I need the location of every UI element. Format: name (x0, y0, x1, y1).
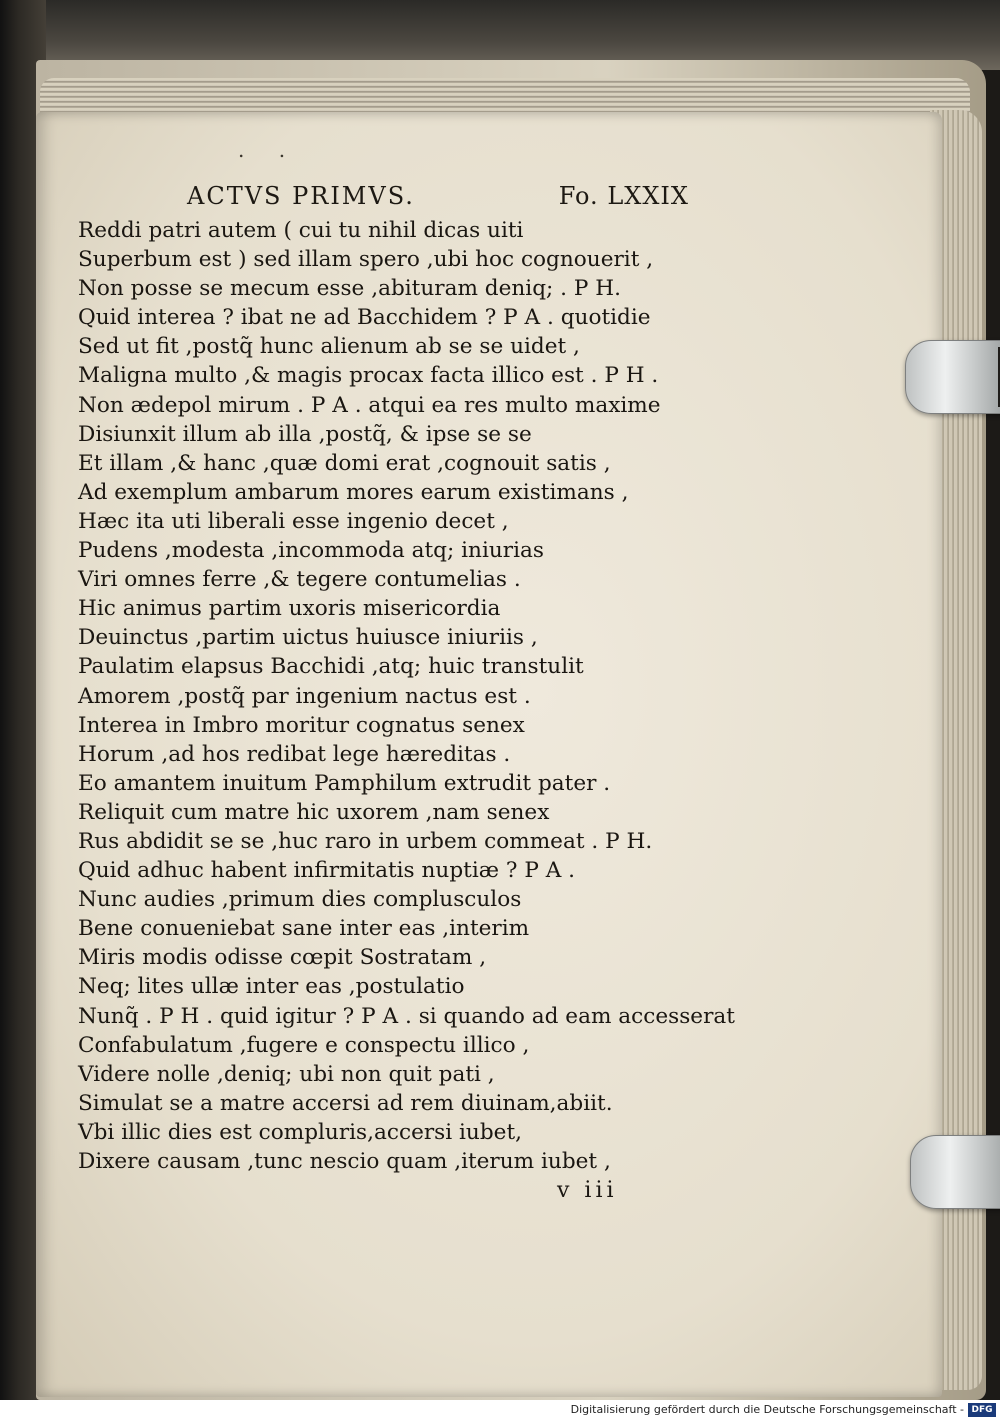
signature-mark: v iii (557, 1178, 618, 1203)
page-clip-top (905, 340, 1000, 414)
dfg-logo: DFG (968, 1403, 996, 1417)
text-line: Amorem ,postq̃ par ingenium nactus est . (78, 683, 531, 709)
text-line: Confabulatum ,fugere e conspectu illico , (78, 1032, 530, 1058)
text-line: Reddi patri autem ( cui tu nihil dicas uiti (78, 218, 524, 243)
folio-number: Fo. LXXIX (558, 182, 689, 210)
text-line: Interea in Imbro moritur cognatus senex (78, 712, 525, 738)
text-line: Non ædepol mirum . P A . atqui ea res multo maxime (78, 392, 661, 418)
funding-credit: Digitalisierung gefördert durch die Deutsche Forschungsgemeinschaft - (570, 1403, 964, 1416)
text-line: Nunq̃ . P H . quid igitur ? P A . si quando ad eam accesserat (78, 1003, 735, 1029)
footer-bar (0, 1400, 1000, 1421)
text-line: Paulatim elapsus Bacchidi ,atq; huic transtulit (78, 654, 584, 680)
text-line: Rus abdidit se se ,huc raro in urbem commeat . P H. (78, 828, 653, 854)
text-line: Et illam ,& hanc ,quæ domi erat ,cognouit satis , (78, 450, 611, 476)
text-line: Pudens ,modesta ,incommoda atq; iniurias (78, 538, 544, 564)
text-line: Hic animus partim uxoris misericordia (78, 596, 501, 622)
page-clip-bottom (910, 1135, 1000, 1209)
text-line: Quid interea ? ibat ne ad Bacchidem ? P A . quotidie (78, 305, 651, 331)
text-line: Videre nolle ,deniq; ubi non quit pati , (78, 1061, 495, 1087)
text-line: Neq; lites ullæ inter eas ,postulatio (78, 974, 465, 1000)
text-line: Non posse se mecum esse ,abituram deniq; . P H. (78, 276, 621, 302)
text-line: Dixere causam ,tunc nescio quam ,iterum iubet , (78, 1149, 611, 1174)
text-line: Reliquit cum matre hic uxorem ,nam senex (78, 799, 550, 825)
text-line: Maligna multo ,& magis procax facta illico est . P H . (78, 363, 659, 389)
text-line: Quid adhuc habent infirmitatis nuptiæ ? P A . (78, 858, 576, 884)
ornament-dots: . . (238, 138, 300, 162)
text-block (78, 216, 735, 1176)
text-line: Miris modis odisse cœpit Sostratam , (78, 945, 487, 971)
text-line: Hæc ita uti liberali esse ingenio decet , (78, 508, 509, 534)
text-line: Eo amantem inuitum Pamphilum extrudit pater . (78, 770, 611, 796)
text-line: Viri omnes ferre ,& tegere contumelias . (78, 567, 521, 593)
text-line: Deuinctus ,partim uictus huiusce iniuriis , (78, 625, 538, 651)
text-line: Ad exemplum ambarum mores earum existimans , (78, 479, 629, 505)
text-line: Sed ut fit ,postq̃ hunc alienum ab se se uidet , (78, 334, 580, 360)
text-line: Superbum est ) sed illam spero ,ubi hoc cognouerit , (78, 247, 654, 273)
text-line: Disiunxit illum ab illa ,postq̃, & ipse se se (78, 421, 532, 447)
text-line: Nunc audies ,primum dies complusculos (78, 887, 522, 913)
text-line: Vbi illic dies est compluris,accersi iubet, (78, 1119, 522, 1145)
text-line: Simulat se a matre accersi ad rem diuinam,abiit. (78, 1090, 613, 1116)
text-line: Horum ,ad hos redibat lege hæreditas . (78, 741, 511, 767)
running-head: ACTVS PRIMVS. (187, 182, 415, 210)
text-line: Bene conueniebat sane inter eas ,interim (78, 916, 530, 942)
